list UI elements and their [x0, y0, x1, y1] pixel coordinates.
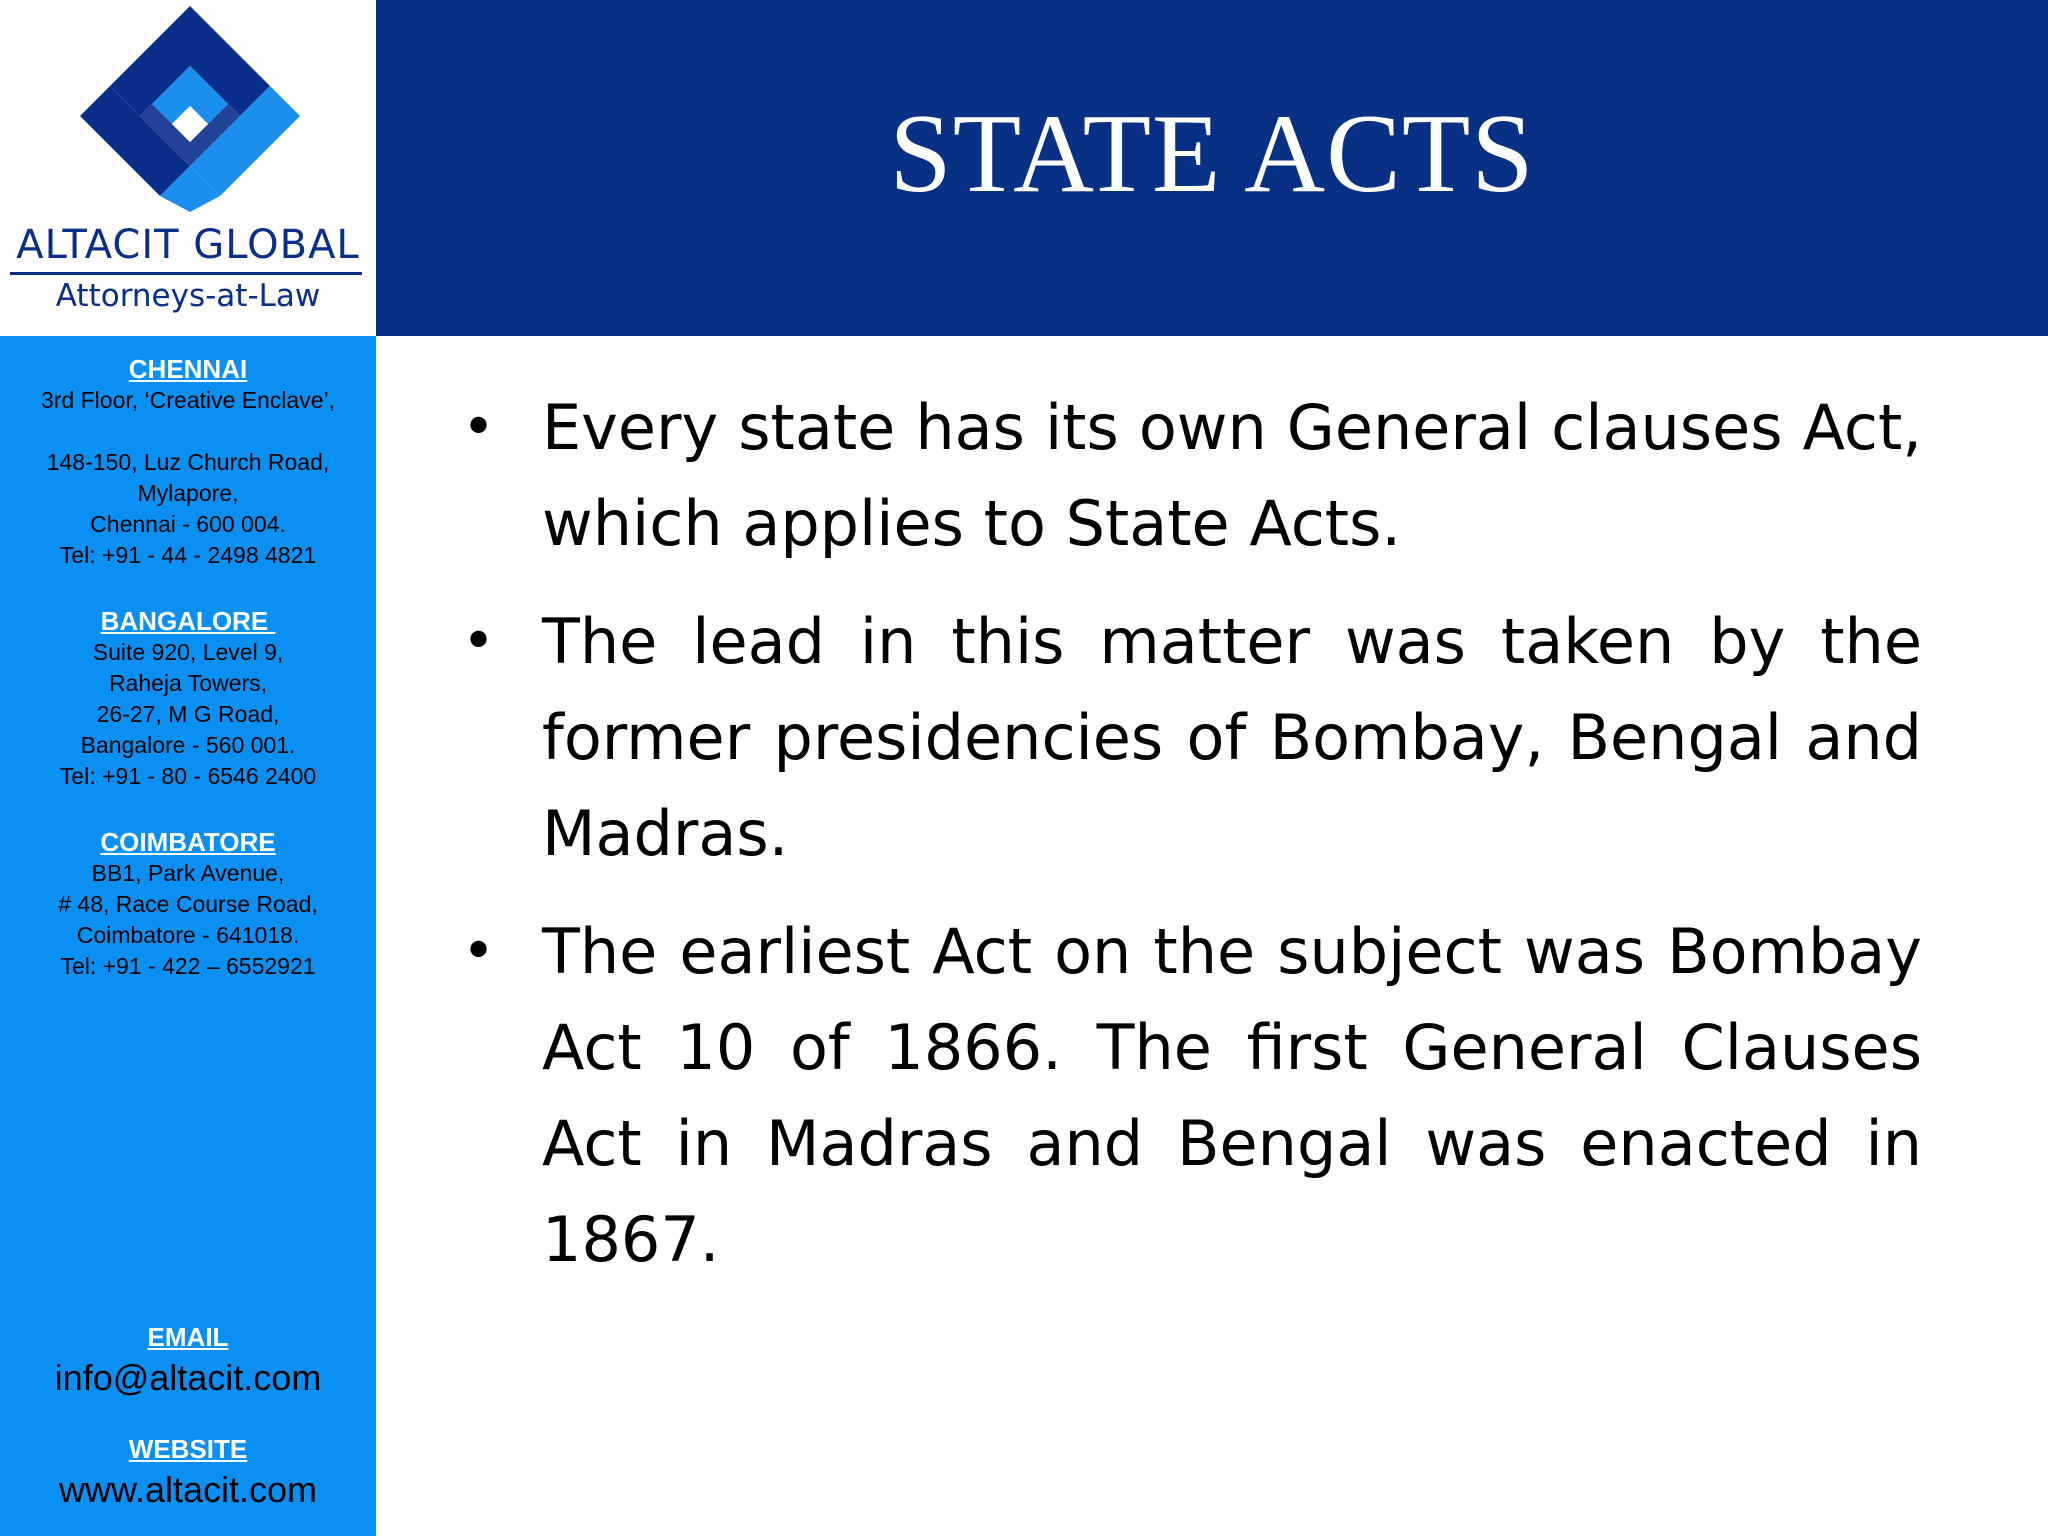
office-name: BANGALORE [100, 606, 276, 636]
logo [0, 0, 376, 336]
address-line: Suite 920, Level 9, [92, 639, 284, 665]
office-coimbatore [0, 827, 376, 982]
address-line: 3rd Floor, ‘Creative Enclave’, [40, 387, 335, 413]
bullet-text: The earliest Act on the subject was Bombay Act 10 of 1866. The first General Clauses Act in Madras and Bengal was enacted in 1867. [542, 915, 1922, 1276]
website-url: www.altacit.com [58, 1469, 318, 1510]
bullet-dot-icon: • [462, 395, 496, 460]
brand-name: ALTACIT GLOBAL [16, 222, 360, 268]
website-label: WEBSITE [128, 1434, 248, 1464]
brand-divider [10, 272, 362, 275]
address-line [0, 416, 376, 447]
address-line: # 48, Race Course Road, [58, 891, 318, 917]
bullet-dot-icon: • [462, 609, 496, 674]
contact-sidebar [0, 336, 376, 1536]
office-chennai [0, 354, 376, 571]
bullet-list [462, 380, 1922, 1310]
office-name: COIMBATORE [100, 827, 276, 857]
bullet-item [462, 904, 1922, 1288]
bullet-item [462, 594, 1922, 882]
phone-line: Tel: +91 - 422 – 6552921 [60, 953, 316, 979]
email-address: info@altacit.com [54, 1357, 322, 1398]
address-line: 26-27, M G Road, [96, 701, 280, 727]
phone-line: Tel: +91 - 44 - 2498 4821 [59, 542, 317, 568]
bullet-text: The lead in this matter was taken by the former presidencies of Bombay, Bengal and Madras. [542, 605, 1922, 870]
altacit-logo-icon [40, 4, 340, 214]
bullet-text: Every state has its own General clauses Act, which applies to State Acts. [542, 391, 1922, 560]
address-line: 148-150, Luz Church Road, [46, 449, 330, 475]
office-name: CHENNAI [128, 354, 248, 384]
address-line: Chennai - 600 004. [90, 511, 286, 537]
address-line: BB1, Park Avenue, [91, 860, 285, 886]
phone-line: Tel: +91 - 80 - 6546 2400 [59, 763, 317, 789]
brand-tagline: Attorneys-at-Law [55, 278, 321, 314]
address-line: Raheja Towers, [108, 670, 268, 696]
office-bangalore [0, 606, 376, 792]
slide-title: STATE ACTS [889, 92, 1535, 216]
bullet-item [462, 380, 1922, 572]
email-label: EMAIL [147, 1322, 229, 1352]
address-line: Bangalore - 560 001. [80, 732, 296, 758]
bullet-dot-icon: • [462, 919, 496, 984]
address-line: Coimbatore - 641018. [76, 922, 300, 948]
address-line: Mylapore, [137, 480, 239, 506]
